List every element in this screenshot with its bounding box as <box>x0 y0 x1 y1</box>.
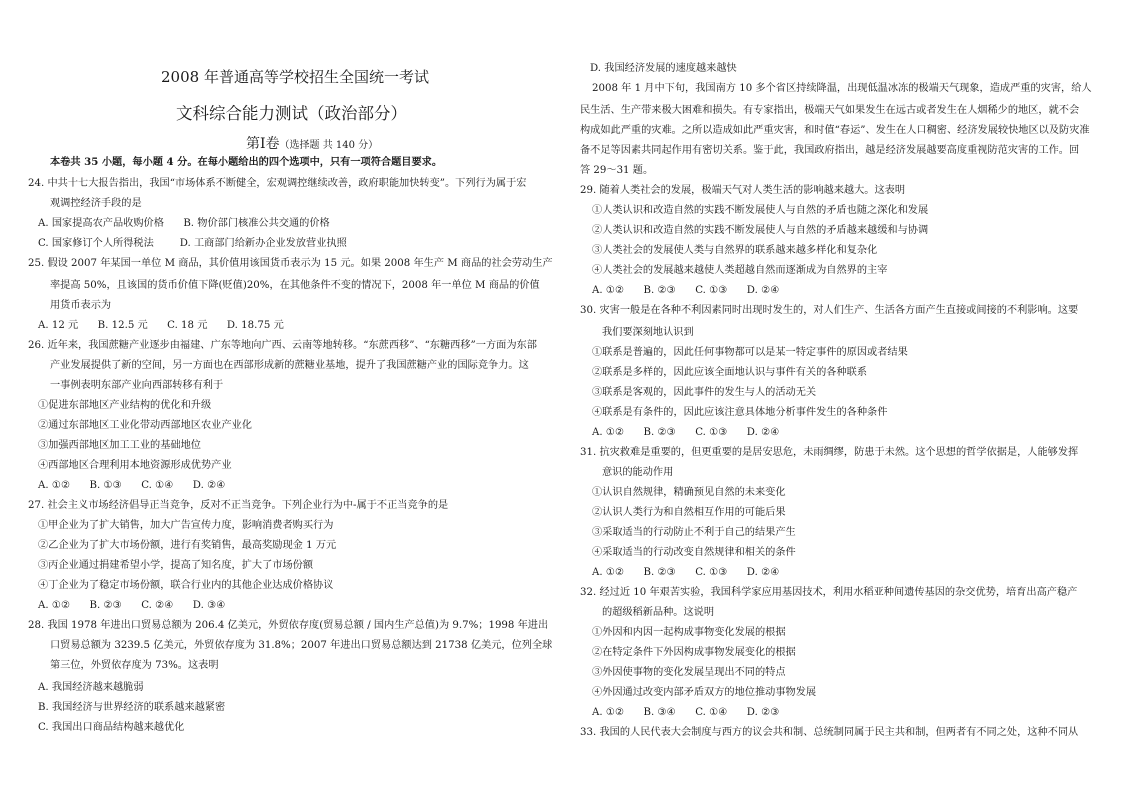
statement-line: ④联系是有条件的，因此应该注意具体地分析事件发生的各种条件 <box>592 407 888 418</box>
passage-line: 2008 年 1 月中下旬，我国南方 10 多个省区持续降温，出现低温冰冻的极端天气现象，造成严重的灾害，给人 <box>592 83 1092 94</box>
question-line: 用货币表示为 <box>50 300 112 311</box>
question-line: 24. 中共十七大报告指出，我国“市场体系不断健全，宏观调控继续改善，政府职能加快转变”。下列行为属于宏 <box>28 178 527 189</box>
instructions: 本卷共 35 小题，每小题 4 分。在每小题给出的四个选项中，只有一项符合题目要求。 <box>50 156 443 168</box>
question-line: 一事例表明东部产业向西部转移有利于 <box>50 380 224 391</box>
statement-line: ②乙企业为了扩大市场份额，进行有奖销售，最高奖励现金 1 万元 <box>38 540 337 551</box>
question-line: 意识的能动作用 <box>602 467 674 478</box>
question-line: 25. 假设 2007 年某国一单位 M 商品，其价值用该国货币表示为 15 元。如果 2008 年生产 M 商品的社会劳动生产 <box>28 258 553 269</box>
option-line: C. 国家修订个人所得税法 D. 工商部门给新办企业发放营业执照 <box>38 238 347 249</box>
question-line: 30. 灾害一般是在各种不利因素同时出现时发生的，对人们生产、生活各方面产生直接或间接的不利影响。这要 <box>580 305 1079 316</box>
question-line: 观调控经济手段的是 <box>50 198 142 209</box>
question-line: 第三位，外贸依存度为 73%。这表明 <box>50 660 219 671</box>
question-line: 27. 社会主义市场经济倡导正当竞争，反对不正当竞争。下列企业行为中-属于不正当竞争的是 <box>28 500 449 511</box>
statement-line: ②在特定条件下外因构成事物发展变化的根据 <box>592 647 796 658</box>
statement-line: ④采取适当的行动改变自然规律和相关的条件 <box>592 547 796 558</box>
statement-line: ②人类认识和改造自然的实践不断发展使人与自然的矛盾越来越缓和与协调 <box>592 225 929 236</box>
option-line: A. ①② B. ②③ C. ②④ D. ③④ <box>38 600 226 611</box>
passage-line: 答 29～31 题。 <box>580 165 654 176</box>
exam-title: 2008 年普通高等学校招生全国统一考试 <box>161 68 429 86</box>
statement-line: ③丙企业通过捐建希望小学，提高了知名度，扩大了市场份额 <box>38 560 314 571</box>
volume-heading <box>246 136 378 154</box>
question-line: 产业发展提供了新的空间，另一方面也在西部形成新的蔗糖业基地，提升了我国蔗糖产业的国际竞争力。这 <box>50 360 529 371</box>
question-line: 的超级稻新品种。这说明 <box>602 607 715 618</box>
option-line: A. 12 元 B. 12.5 元 C. 18 元 D. 18.75 元 <box>38 320 284 331</box>
statement-line: ①促进东部地区产业结构的优化和升级 <box>38 400 212 411</box>
exam-subtitle: 文科综合能力测试（政治部分） <box>176 104 407 123</box>
statement-line: ②通过东部地区工业化带动西部地区农业产业化 <box>38 420 252 431</box>
statement-line: ④西部地区合理利用本地资源形成优势产业 <box>38 460 232 471</box>
statement-line: ④人类社会的发展越来越使人类超越自然而逐渐成为自然界的主宰 <box>592 265 888 276</box>
passage-line: 民生活、生产带来极大困难和损失。有专家指出，极端天气如果发生在远古或者发生在人烟稀少的地区，就不会 <box>580 105 1080 116</box>
question-line: 率提高 50%，且该国的货币价值下降(贬值)20%，在其他条件不变的情况下，2008 年一单位 M 商品的价值 <box>50 280 540 291</box>
question-line: 29. 随着人类社会的发展，极端天气对人类生活的影响越来越大。这表明 <box>580 185 906 196</box>
statement-line: ①外因和内因一起构成事物变化发展的根据 <box>592 627 786 638</box>
option-line: A. 国家提高农产品收购价格 B. 物价部门核准公共交通的价格 <box>38 218 330 229</box>
statement-line: ①认识自然规律，精确预见自然的未来变化 <box>592 487 786 498</box>
statement-line: ②认识人类行为和自然相互作用的可能后果 <box>592 507 786 518</box>
passage-line: 备不足等因素共同起作用有密切关系。鉴于此，我国政府指出，越是经济发展越要高度重视防范灾害的工作。回 <box>580 145 1080 156</box>
question-line: 31. 抗灾救难是重要的，但更重要的是居安思危，未雨绸缪，防患于未然。这个思想的哲学依据是，人能够发挥 <box>580 447 1079 458</box>
statement-line: ①人类认识和改造自然的实践不断发展使人与自然的矛盾也随之深化和发展 <box>592 205 929 216</box>
statement-line: ③加强西部地区加工工业的基础地位 <box>38 440 201 451</box>
option-line: A. ①② B. ②③ C. ①③ D. ②④ <box>592 285 780 296</box>
option-line: C. 我国出口商品结构越来越优化 <box>38 722 185 733</box>
statement-line: ①甲企业为了扩大销售，加大广告宣传力度，影响消费者购买行为 <box>38 520 334 531</box>
option-line: A. 我国经济越来越脆弱 <box>38 682 144 693</box>
question-line: 33. 我国的人民代表大会制度与西方的议会共和制、总统制同属于民主共和制，但两者有不同之处，这种不同从 <box>580 727 1079 738</box>
option-line: A. ①② B. ③④ C. ①④ D. ②③ <box>592 707 780 718</box>
statement-line: ②联系是多样的，因此应该全面地认识与事件有关的各种联系 <box>592 367 868 378</box>
statement-line: ④丁企业为了稳定市场份额，联合行业内的其他企业达成价格协议 <box>38 580 334 591</box>
option-line: A. ①② B. ②③ C. ①③ D. ②④ <box>592 567 780 578</box>
question-line: 26. 近年来，我国蔗糖产业逐步由福建、广东等地向广西、云南等地转移。“东蔗西移”、“东糖西移”一方面为东部 <box>28 340 537 351</box>
statement-line: ③人类社会的发展使人类与自然界的联系越来越多样化和复杂化 <box>592 245 878 256</box>
option-line: A. ①② B. ①③ C. ①④ D. ②④ <box>38 480 226 491</box>
option-line: D. 我国经济发展的速度越来越快 <box>590 63 737 74</box>
option-line: A. ①② B. ②③ C. ①③ D. ②④ <box>592 427 780 438</box>
option-line: B. 我国经济与世界经济的联系越来越紧密 <box>38 702 226 713</box>
question-line: 口贸易总额为 3239.5 亿美元，外贸依存度为 31.8%；2007 年进出口贸易总额达到 21738 亿美元，位列全球 <box>50 640 553 651</box>
question-line: 我们要深刻地认识到 <box>602 327 694 338</box>
statement-line: ③外因使事物的变化发展呈现出不同的特点 <box>592 667 786 678</box>
statement-line: ③采取适当的行动防止不利于自己的结果产生 <box>592 527 796 538</box>
statement-line: ③联系是客观的，因此事件的发生与人的活动无关 <box>592 387 817 398</box>
statement-line: ④外因通过改变内部矛盾双方的地位推动事物发展 <box>592 687 817 698</box>
passage-line: 构成如此严重的灾难。之所以造成如此严重灾害，和时值“春运”、发生在人口稠密、经济发展较快地区以及防灾准 <box>580 125 1090 136</box>
question-line: 32. 经过近 10 年艰苦实验，我国科学家应用基因技术，利用水稻亚种间遗传基因的杂交优势，培育出高产稳产 <box>580 587 1078 598</box>
statement-line: ①联系是普遍的，因此任何事物都可以是某一特定事件的原因或者结果 <box>592 347 908 358</box>
volume-note: （选择题 共 140 分） <box>279 140 379 151</box>
question-line: 28. 我国 1978 年进出口贸易总额为 206.4 亿美元，外贸依存度(贸易总额 / 国内生产总值)为 9.7%；1998 年进出 <box>28 620 549 631</box>
volume-label: 第Ⅰ卷 <box>246 136 280 152</box>
